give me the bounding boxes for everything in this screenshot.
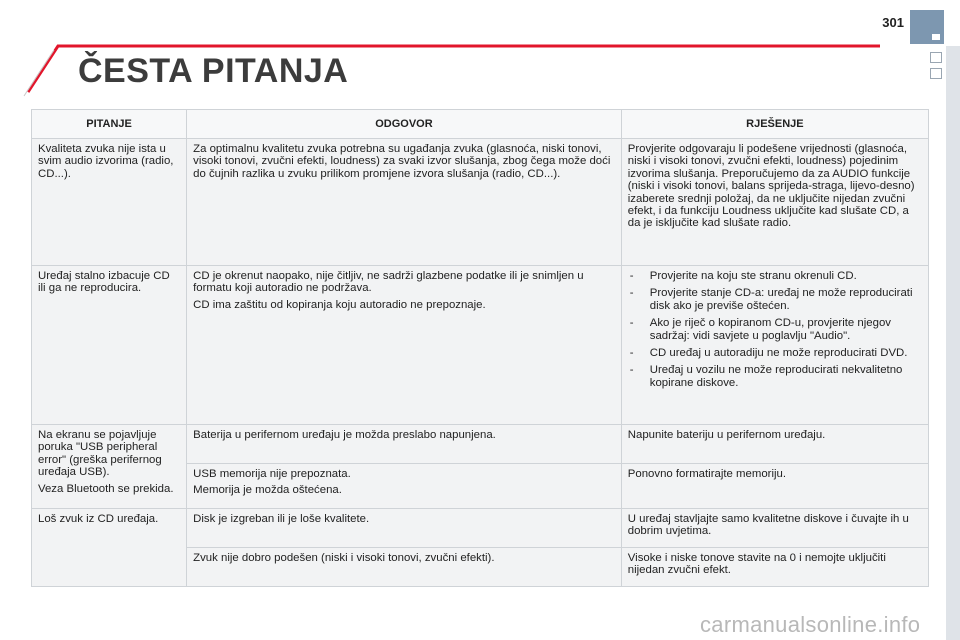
watermark: carmanualsonline.info	[700, 612, 921, 637]
question-cell	[32, 266, 187, 425]
list-item: - Ako je riječ o kopiranom CD-u, provjerite njegov sadržaj: vidi savjete u poglavlju "Audio".	[628, 317, 922, 342]
solution-text: Provjerite odgovaraju li podešene vrijednosti (glasnoća, niski i visoki tonovi, zvučni efekti, loudness) pojedinim izvorima slušanja. Preporučujemo da za AUDIO funkcije (niski i visoki tonovi, balans sprijeda-straga, lijevo-desno) izaberete srednji položaj, da ne uključite nijedan zvučni efekt, i da funkciju Loudness uključite kad slušate CD, a da je isključite kad slušate radio.	[627, 143, 915, 230]
table-row	[32, 139, 929, 266]
answer-cell	[187, 139, 622, 266]
answer-cell	[187, 266, 622, 425]
list-item: - Provjerite stanje CD-a: uređaj ne može reproducirati disk ako je previše oštećen.	[628, 287, 922, 312]
column-header-answer: ODGOVOR	[187, 110, 622, 139]
solution-text: Visoke i niske tonove stavite na 0 i nemojte uključiti nijedan zvučni efekt.	[627, 552, 886, 577]
solution-cell	[621, 139, 928, 266]
column-header-question: PITANJE	[32, 110, 187, 139]
solution-list	[628, 270, 922, 389]
page-number: 301	[882, 15, 904, 30]
answer-text: Baterija u perifernom uređaju je možda preslabo napunjena.	[193, 429, 496, 441]
faq-table	[31, 109, 929, 587]
solution-cell	[621, 464, 928, 509]
tab-marker-icon	[932, 34, 940, 40]
question-text: Loš zvuk iz CD uređaja.	[38, 513, 159, 525]
solution-text: U uređaj stavljajte samo kvalitetne diskove i čuvajte ih u dobrim uvjetima.	[627, 513, 909, 538]
solution-cell	[621, 509, 928, 548]
solution-cell	[621, 266, 928, 425]
answer-text: Zvuk nije dobro podešen (niski i visoki tonovi, zvučni efekti).	[193, 552, 495, 564]
answer-cell	[187, 464, 622, 509]
question-cell	[32, 509, 187, 587]
question-cell	[32, 425, 187, 509]
answer-text: CD ima zaštitu od kopiranja koju autoradio ne prepoznaje.	[193, 298, 486, 311]
side-bar	[946, 46, 960, 640]
solution-text: Ponovno formatirajte memoriju.	[627, 468, 787, 480]
question-text: Uređaj stalno izbacuje CD ili ga ne reproducira.	[38, 270, 170, 295]
list-item: - Provjerite na koju ste stranu okrenuli CD.	[628, 270, 922, 282]
table-row	[32, 266, 929, 425]
question-text: Veza Bluetooth se prekida.	[38, 482, 174, 495]
solution-cell	[621, 548, 928, 587]
answer-text: Disk je izgreban ili je loše kvalitete.	[193, 513, 370, 525]
table-row	[32, 425, 929, 464]
page-title: ČESTA PITANJA	[78, 52, 349, 90]
question-cell	[32, 139, 187, 266]
table-header-row	[32, 110, 929, 139]
question-text: Na ekranu se pojavljuje poruka "USB peripheral error" (greška perifernog uređaja USB).	[38, 429, 162, 479]
chapter-tab-empty	[930, 52, 942, 63]
answer-cell	[187, 548, 622, 587]
answer-text: Memorija je možda oštećena.	[193, 484, 342, 497]
answer-text: Za optimalnu kvalitetu zvuka potrebna su ugađanja zvuka (glasnoća, niski tonovi, visoki tonovi, zvučni efekti, loudness) za svaki izvor slušanja, zbog čega može doći do čujnih razlika u zvuku prilikom promjene izvora slušanja (radio, CD...).	[193, 143, 611, 180]
question-text: Kvaliteta zvuka nije ista u svim audio izvorima (radio, CD...).	[38, 143, 174, 180]
chapter-tab-empty	[930, 68, 942, 79]
list-item: - CD uređaj u autoradiju ne može reproducirati DVD.	[628, 347, 922, 359]
answer-cell	[187, 425, 622, 464]
column-header-solution: RJEŠENJE	[621, 110, 928, 139]
answer-text: CD je okrenut naopako, nije čitljiv, ne sadrži glazbene podatke ili je snimljen u formatu koji autoradio ne podržava.	[193, 270, 584, 295]
table-row	[32, 509, 929, 548]
chapter-tab	[910, 10, 944, 44]
answer-text: USB memorija nije prepoznata.	[193, 468, 351, 480]
list-item: - Uređaj u vozilu ne može reproducirati nekvalitetno kopirane diskove.	[628, 364, 922, 389]
solution-text: Napunite bateriju u perifernom uređaju.	[627, 429, 826, 441]
answer-cell	[187, 509, 622, 548]
solution-cell	[621, 425, 928, 464]
